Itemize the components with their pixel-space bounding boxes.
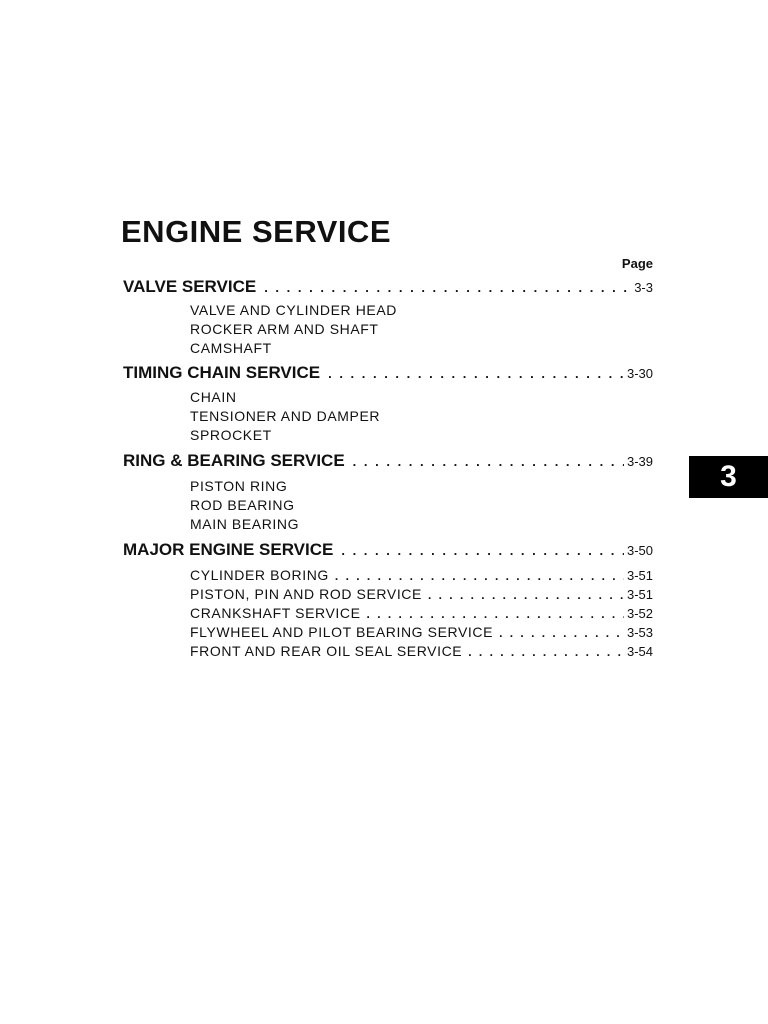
toc-entry-front-rear-oil-seal[interactable] (190, 643, 653, 659)
section-page-number: 3-3 (634, 280, 653, 295)
section-page-number: 3-30 (626, 366, 653, 381)
toc-sub-item: PISTON RING (190, 478, 288, 494)
leader-dots (328, 366, 624, 381)
entry-label: CYLINDER BORING (190, 567, 329, 583)
page-column-header: Page (621, 256, 653, 271)
leader-dots (335, 569, 624, 583)
leader-dots (341, 543, 624, 558)
section-label: MAJOR ENGINE SERVICE (123, 540, 334, 559)
toc-sub-item: ROD BEARING (190, 497, 295, 513)
page-title: ENGINE SERVICE (121, 214, 392, 249)
toc-sub-item: SPROCKET (190, 427, 272, 443)
section-page-number: 3-50 (626, 543, 653, 558)
toc-entry-cylinder-boring[interactable] (190, 567, 653, 583)
toc-section-timing-chain-service[interactable] (123, 363, 653, 383)
section-page-number: 3-39 (626, 454, 653, 469)
toc-section-ring-bearing-service[interactable] (123, 451, 653, 471)
entry-label: CRANKSHAFT SERVICE (190, 605, 361, 621)
section-label: TIMING CHAIN SERVICE (123, 363, 321, 382)
toc-entry-crankshaft-service[interactable] (190, 605, 653, 621)
toc-sub-item: VALVE AND CYLINDER HEAD (190, 302, 398, 318)
toc-entry-piston-pin-rod[interactable] (190, 586, 653, 602)
toc-section-valve-service[interactable] (123, 277, 653, 297)
entry-page-number: 3-54 (626, 644, 653, 659)
section-label: RING & BEARING SERVICE (123, 451, 345, 470)
toc-sub-item: MAIN BEARING (190, 516, 300, 532)
section-label: VALVE SERVICE (123, 277, 257, 296)
leader-dots (468, 645, 624, 659)
leader-dots (367, 607, 624, 621)
toc-sub-item: TENSIONER AND DAMPER (190, 408, 381, 424)
leader-dots (428, 588, 624, 602)
chapter-tab: 3 (689, 456, 768, 498)
leader-dots (499, 626, 624, 640)
toc-entry-flywheel-pilot-bearing[interactable] (190, 624, 653, 640)
entry-page-number: 3-53 (626, 625, 653, 640)
entry-label: FRONT AND REAR OIL SEAL SERVICE (190, 643, 463, 659)
toc-sub-item: CAMSHAFT (190, 340, 272, 356)
toc-sub-item: CHAIN (190, 389, 237, 405)
entry-page-number: 3-51 (626, 568, 653, 583)
toc-sub-item: ROCKER ARM AND SHAFT (190, 321, 379, 337)
leader-dots (264, 280, 631, 295)
entry-label: FLYWHEEL AND PILOT BEARING SERVICE (190, 624, 494, 640)
toc-section-major-engine-service[interactable] (123, 540, 653, 560)
entry-page-number: 3-52 (626, 606, 653, 621)
entry-page-number: 3-51 (626, 587, 653, 602)
entry-label: PISTON, PIN AND ROD SERVICE (190, 586, 422, 602)
leader-dots (353, 454, 624, 469)
